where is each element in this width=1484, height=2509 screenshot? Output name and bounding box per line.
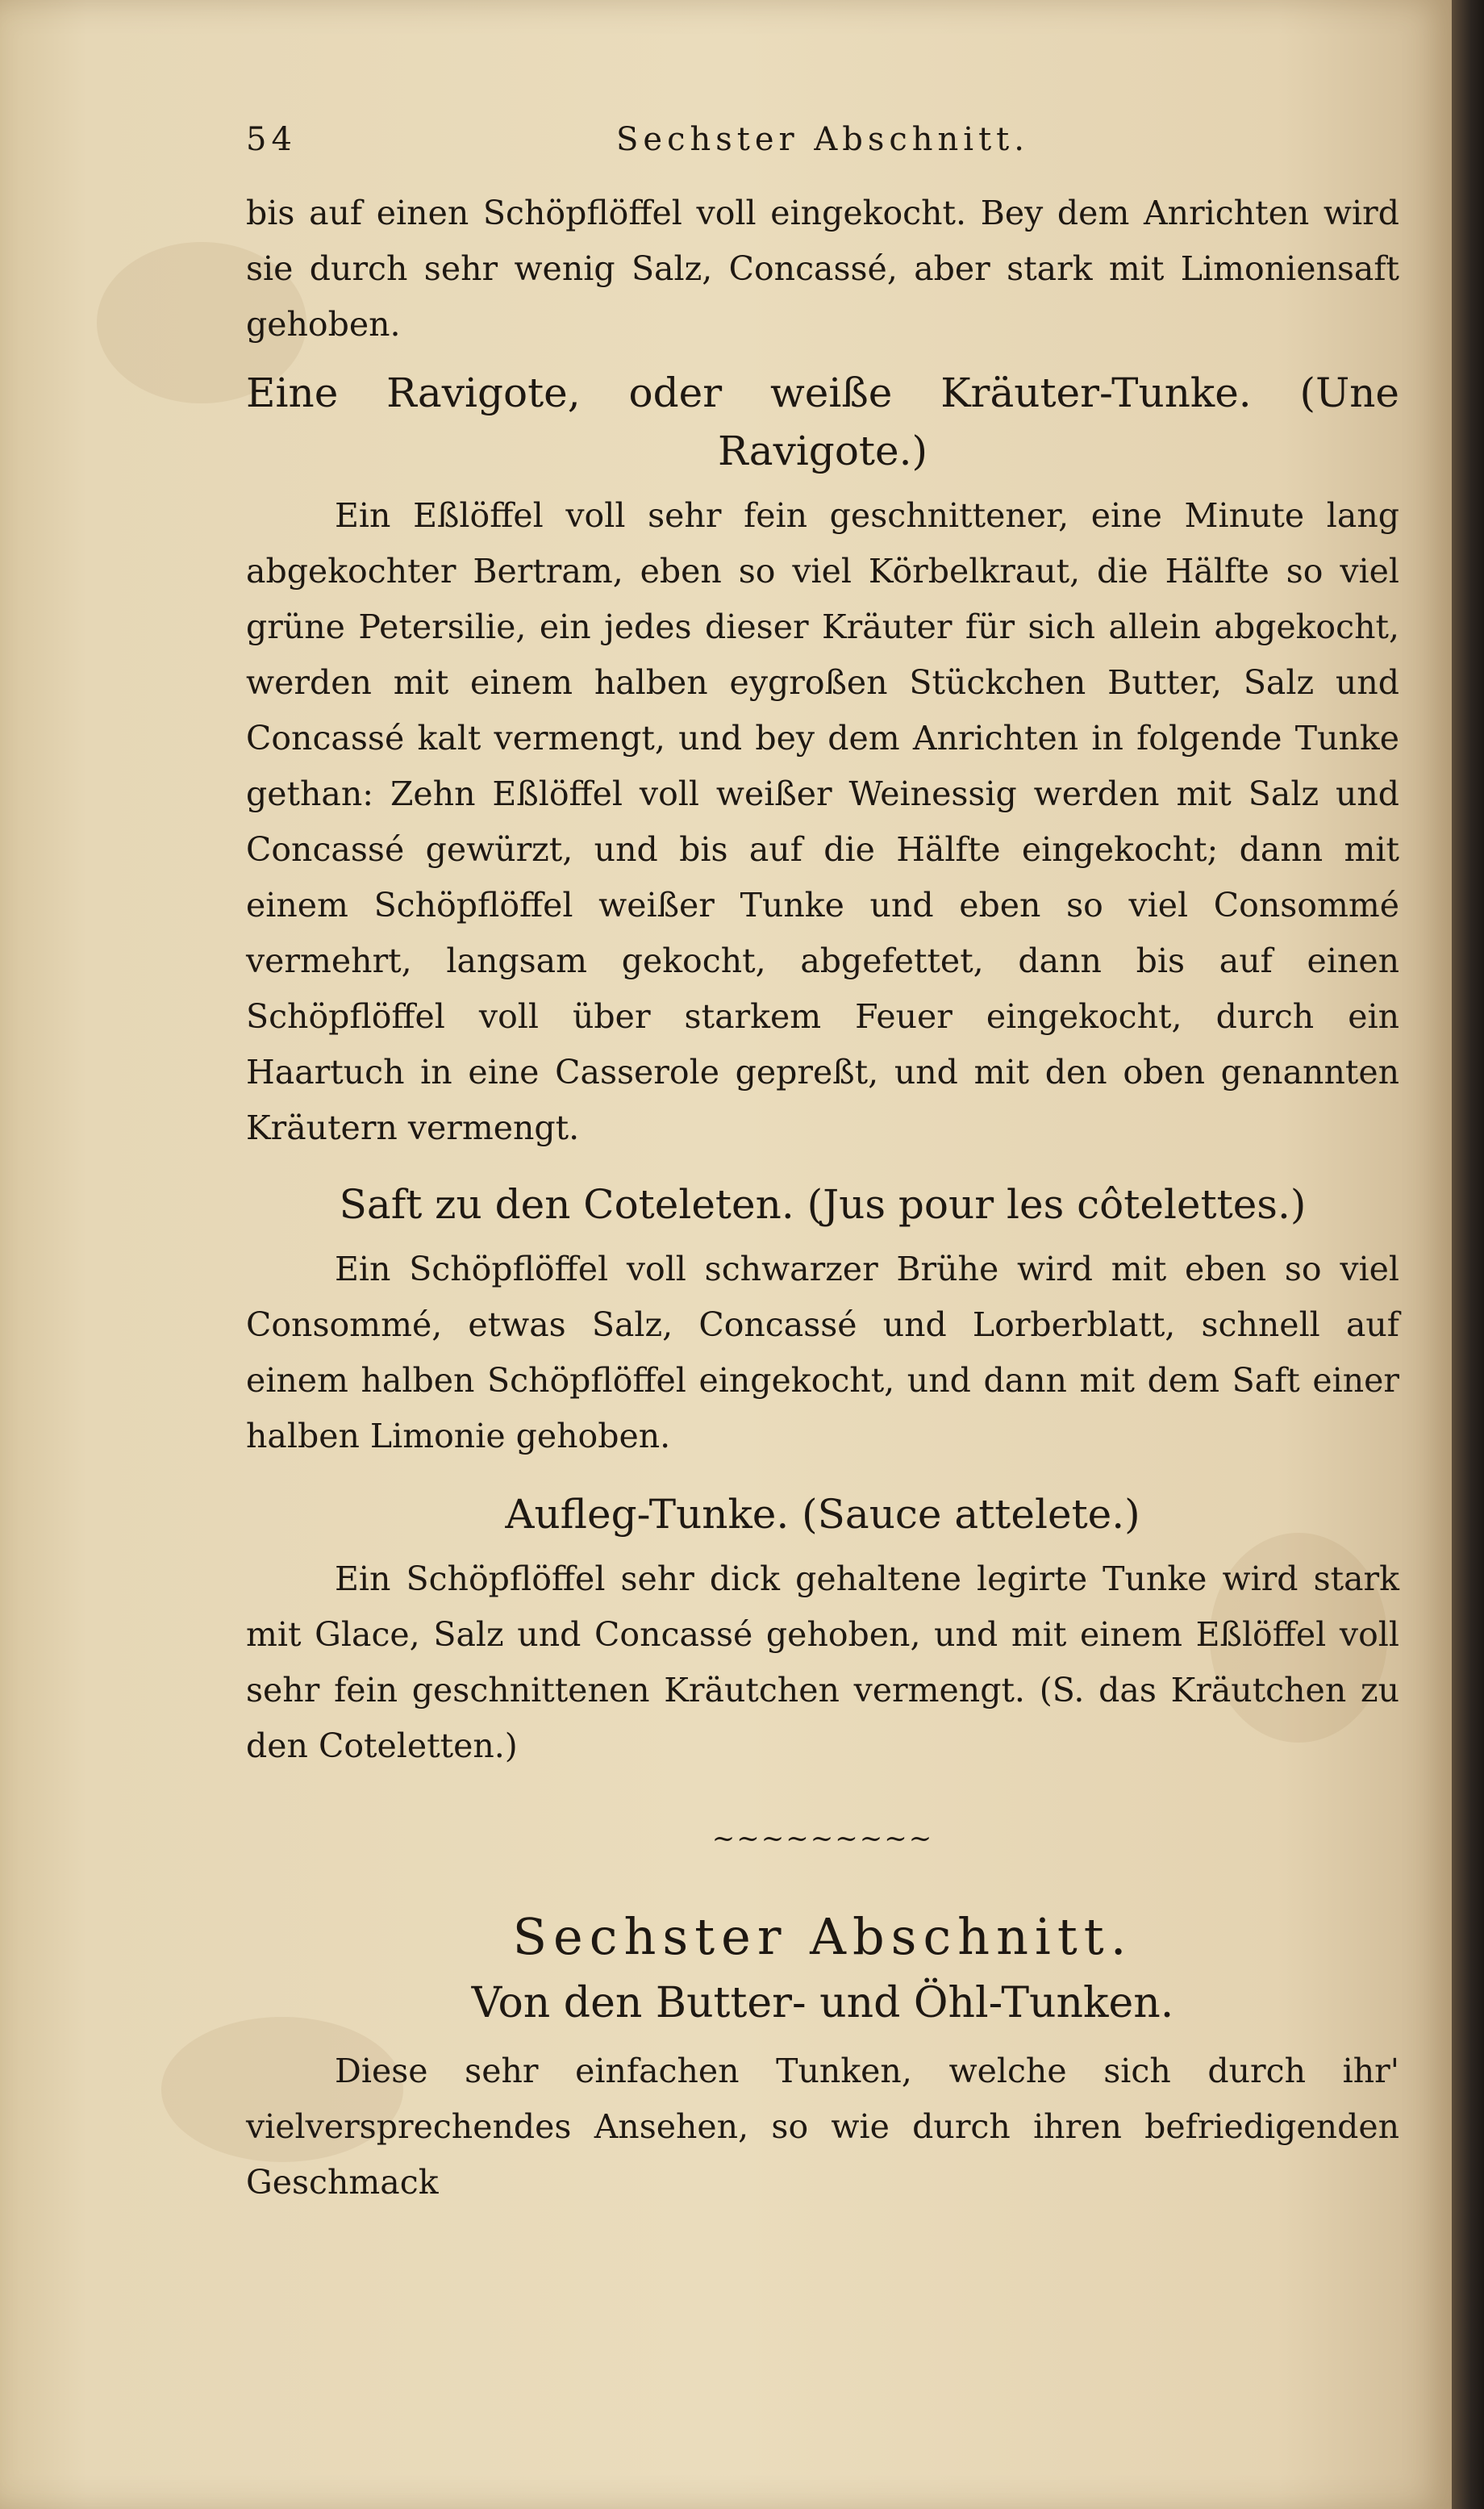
section-subtitle: Von den Butter- und Öhl-Tunken. xyxy=(471,1979,1174,2027)
intro-paragraph: bis auf einen Schöpflöffel voll eingekocht. Bey dem Anrichten wird sie durch sehr wenig Salz, Concassé, aber stark mit Limoniensaft gehoben. xyxy=(246,194,1399,344)
page-header xyxy=(246,121,1399,186)
page-number: 54 xyxy=(246,121,297,158)
book-edge xyxy=(1452,0,1484,2509)
aufleg-paragraph: Ein Schöpflöffel sehr dick gehaltene legirte Tunke wird stark mit Glace, Salz und Concassé gehoben, und mit einem Eßlöffel voll sehr fein geschnittenen Kräutchen vermengt. (S. das Kräutchen zu den Coteletten.) xyxy=(246,1559,1399,1765)
section-paragraph: Diese sehr einfachen Tunken, welche sich durch ihr' vielversprechendes Ansehen, so wie durch ihren befriedigenden Geschmack xyxy=(246,2052,1399,2202)
section-divider-ornament: ~~~~~~~~~ xyxy=(711,1822,934,1855)
ravigote-heading: Eine Ravigote, oder weiße Kräuter-Tunke. (Une Ravigote.) xyxy=(246,369,1399,474)
jus-heading: Saft zu den Coteleten. (Jus pour les côtelettes.) xyxy=(339,1181,1307,1228)
page-text-block xyxy=(246,121,1399,2211)
jus-paragraph: Ein Schöpflöffel voll schwarzer Brühe wird mit eben so viel Consommé, etwas Salz, Concassé und Lorberblatt, schnell auf einem halben Schöpflöffel eingekocht, und dann mit dem Saft einer halben Limonie gehoben. xyxy=(246,1250,1399,1455)
aufleg-heading: Aufleg-Tunke. (Sauce attelete.) xyxy=(505,1491,1140,1538)
ravigote-paragraph: Ein Eßlöffel voll sehr fein geschnittener, eine Minute lang abgekochter Bertram, eben so viel Körbelkraut, die Hälfte so viel grüne Petersilie, ein jedes dieser Kräuter für sich allein abgekocht, werden mit einem halben eygroßen Stückchen Butter, Salz und Concassé kalt vermengt, und bey dem Anrichten in folgende Tunke gethan: Zehn Eßlöffel voll weißer Weinessig werden mit Salz und Concassé gewürzt, und bis auf die Hälfte eingekocht; dann mit einem Schöpflöffel weißer Tunke und eben so viel Consommé vermehrt, langsam gekocht, abgefettet, dann bis auf einen Schöpflöffel voll über starkem Feuer eingekocht, durch ein Haartuch in eine Casserole gepreßt, und mit den oben genannten Kräutern vermengt. xyxy=(246,496,1399,1147)
running-title: Sechster Abschnitt. xyxy=(616,121,1029,158)
section-title: Sechster Abschnitt. xyxy=(512,1907,1133,1966)
